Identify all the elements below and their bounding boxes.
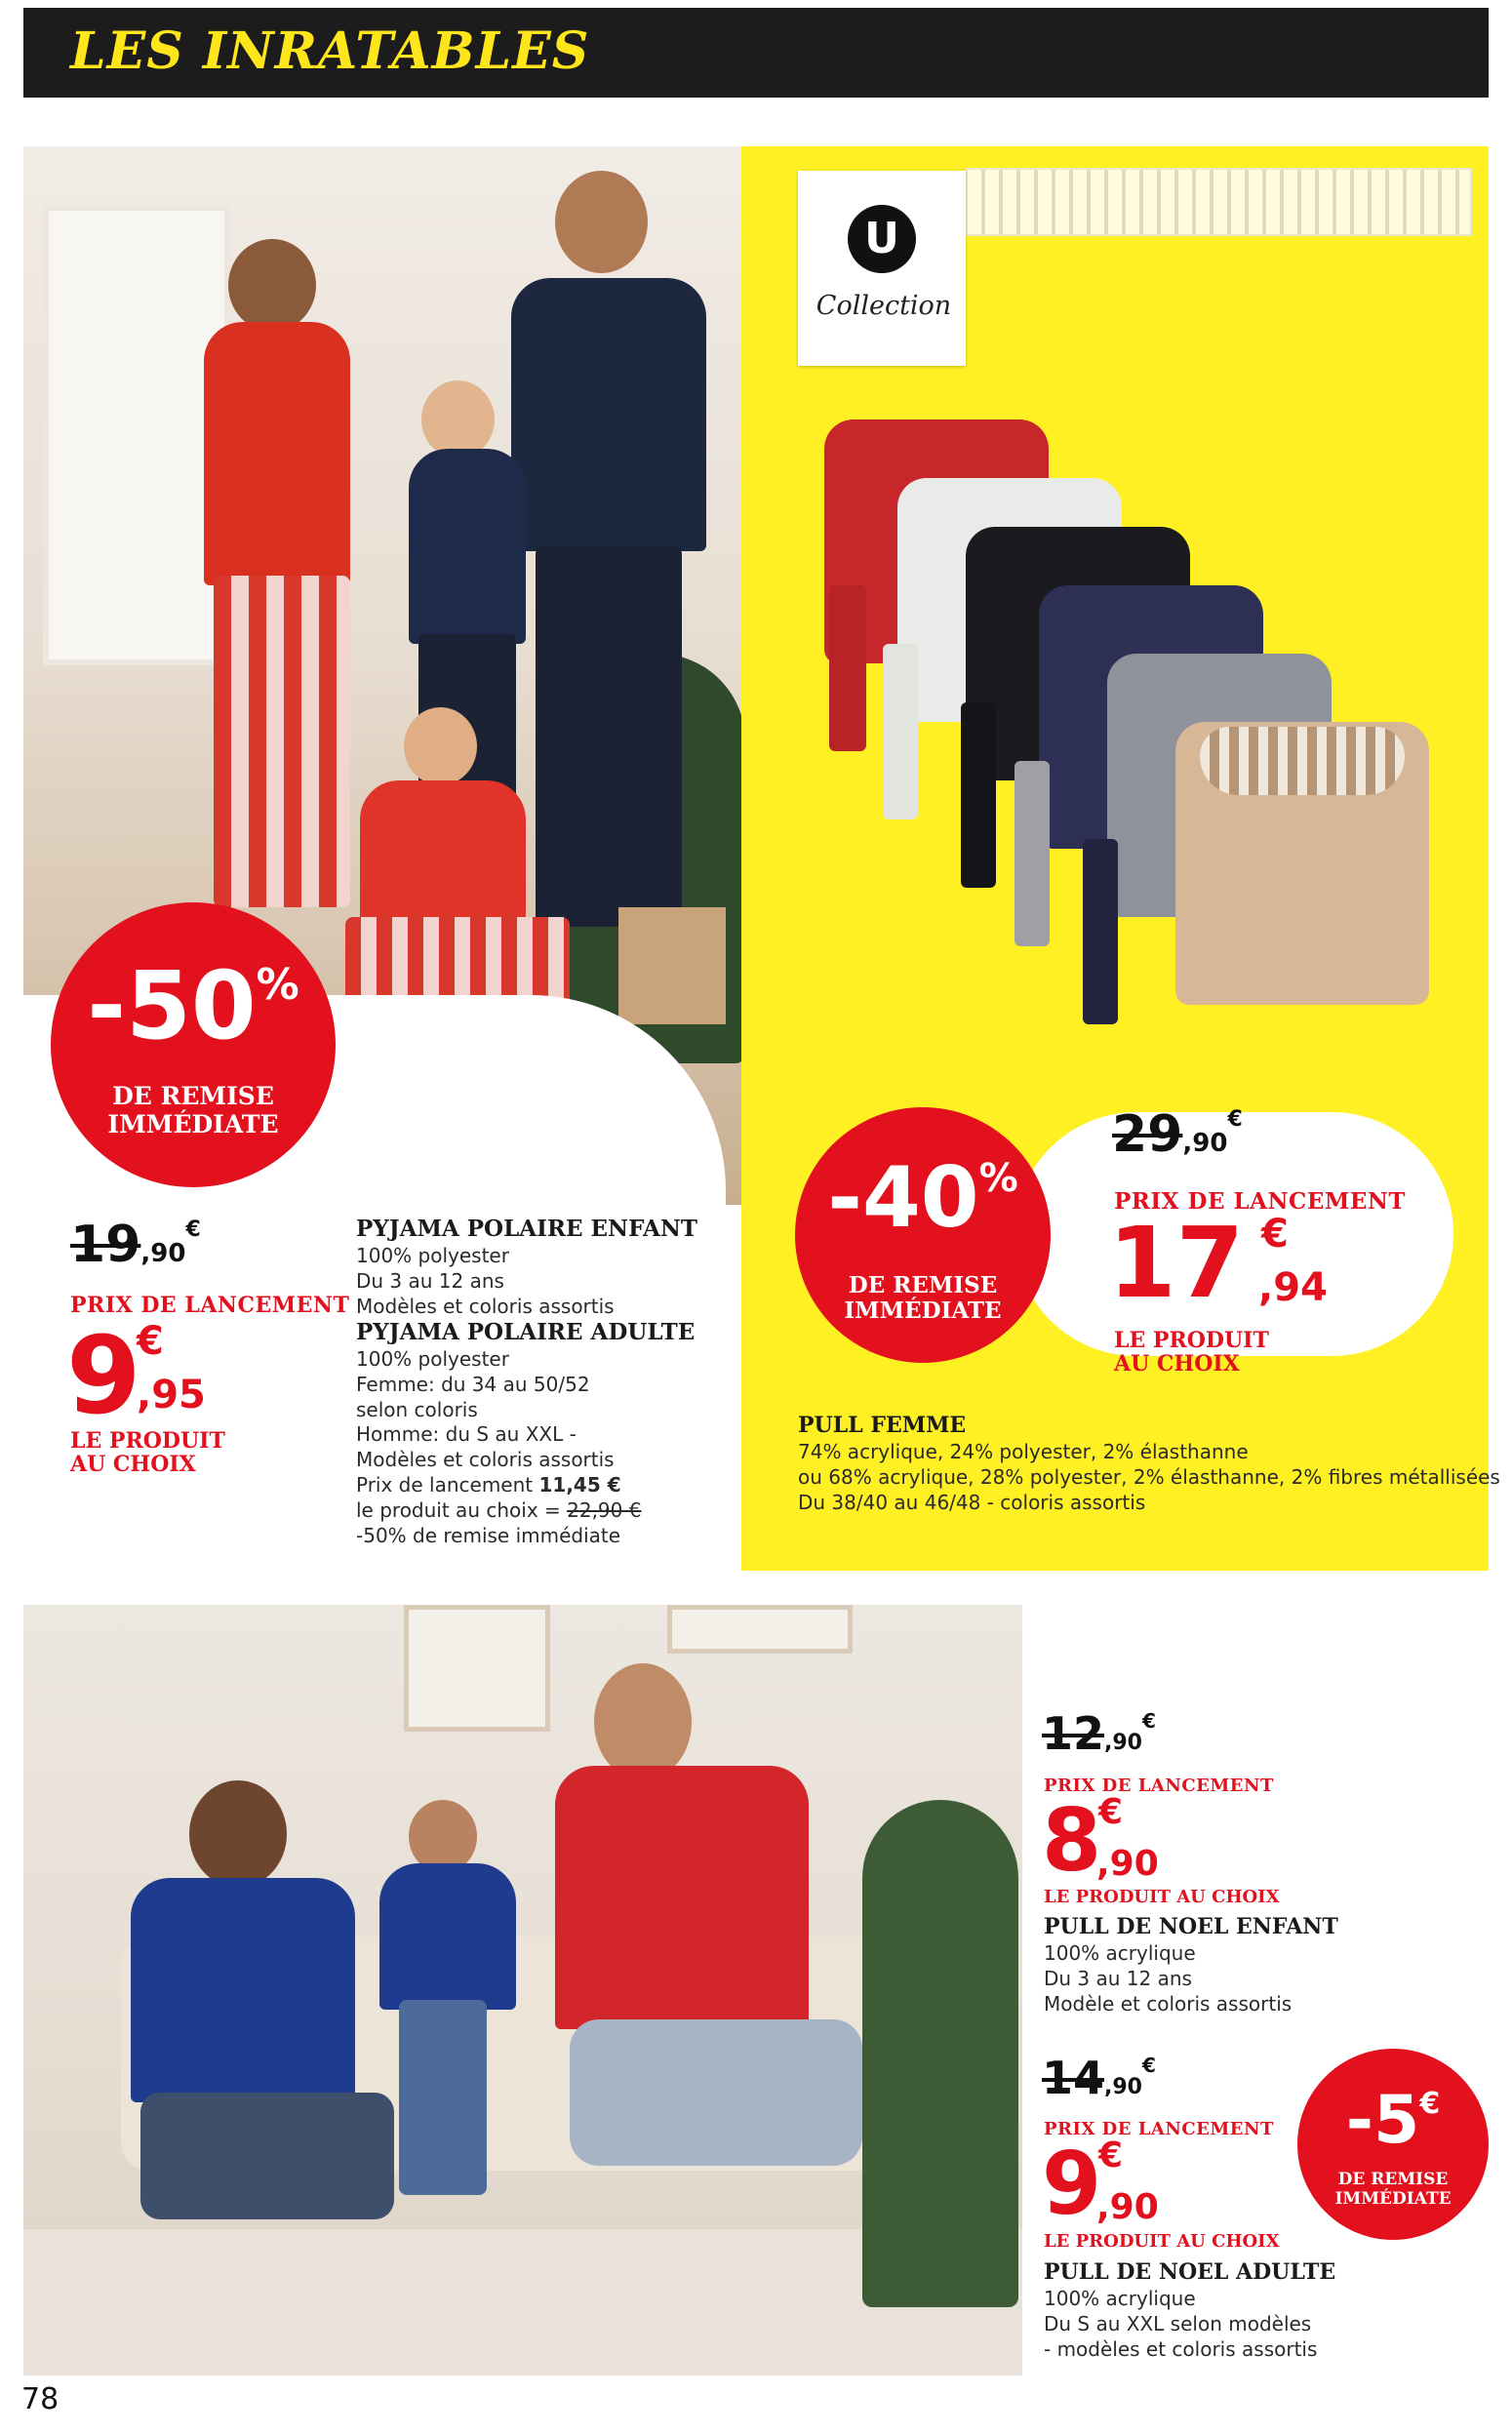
- pyjama-launch-value: 11,45 €: [538, 1472, 621, 1497]
- girl-top: [360, 780, 526, 927]
- pull-adulte-price-cents: ,90: [1096, 2187, 1159, 2227]
- pyjama-child-title: PYJAMA POLAIRE ENFANT: [356, 1216, 698, 1242]
- pull-enfant-choice: LE PRODUIT AU CHOIX: [1044, 1887, 1280, 1907]
- christmas-sweaters-photo: [23, 1605, 1022, 2375]
- girl-head: [404, 707, 477, 785]
- pull-adulte-price: 9: [1042, 2134, 1102, 2234]
- wall-frame-1: [404, 1605, 550, 1732]
- man-christmas-sweater: [555, 1766, 809, 2029]
- pyjama-price-currency: €: [137, 1319, 164, 1364]
- man-jeans: [570, 2019, 862, 2166]
- pyjama-adult-title: PYJAMA POLAIRE ADULTE: [356, 1319, 696, 1345]
- sweater-navy-sleeve: [1083, 839, 1118, 1024]
- pull-adulte-old-price: 14,90€: [1042, 2052, 1156, 2104]
- woman-christmas-sweater: [131, 1878, 355, 2102]
- man-head: [555, 171, 648, 273]
- pull-femme-title: PULL FEMME: [798, 1413, 967, 1438]
- discount-badge-50: [51, 902, 336, 1187]
- man-sweater: [511, 278, 706, 551]
- decorative-pattern-strip: [966, 168, 1472, 236]
- pyjama-old-price: 19,90€: [70, 1216, 201, 1274]
- pyjama-launch-label: PRIX DE LANCEMENT: [70, 1293, 350, 1318]
- pull-enfant-launch-label: PRIX DE LANCEMENT: [1044, 1776, 1274, 1796]
- man-head-2: [594, 1663, 692, 1780]
- badge-percent-sign: %: [256, 960, 299, 1010]
- woman-top: [204, 322, 350, 585]
- pull-femme-price: 17: [1108, 1206, 1245, 1320]
- woman-head-2: [189, 1780, 287, 1888]
- u-collection-label: Collection: [816, 291, 952, 321]
- discount-badge-40: -40% DE REMISE IMMÉDIATE: [795, 1107, 1051, 1363]
- u-logo: U: [848, 205, 916, 273]
- badge-line2: IMMÉDIATE: [107, 1109, 279, 1138]
- man-pants: [536, 546, 682, 927]
- badge-line1: DE REMISE: [112, 1082, 274, 1110]
- girl-pants: [345, 917, 570, 1005]
- pull-femme-price-cents: ,94: [1258, 1265, 1328, 1310]
- gift-box: [618, 907, 726, 1024]
- girl-jeans: [399, 2000, 487, 2195]
- page-title: LES INRATABLES: [70, 21, 590, 81]
- sweater-red-sleeve: [829, 585, 866, 751]
- girl-christmas-sweater: [379, 1863, 516, 2010]
- badge-percent: -50: [87, 951, 257, 1060]
- pull-adulte-price-currency: €: [1098, 2136, 1124, 2176]
- boy-head: [421, 380, 495, 459]
- pull-femme-price-currency: €: [1261, 1212, 1289, 1257]
- pull-adulte-desc: 100% acrylique Du S au XXL selon modèles - modèles et coloris assortis: [1044, 2287, 1318, 2361]
- pyjama-child-desc: 100% polyester Du 3 au 12 ans Modèles et coloris assortis: [356, 1244, 615, 1318]
- pyjama-choice-value: 22,90 €: [567, 1497, 642, 1522]
- pull-femme-desc: 74% acrylique, 24% polyester, 2% élasthanne ou 68% acrylique, 28% polyester, 2% élasthanne, 2% fibres métallisées Du 38/40 au 46/48 - coloris assortis: [798, 1440, 1500, 1514]
- window: [43, 205, 230, 665]
- pyjama-price: 9: [66, 1313, 141, 1438]
- pull-enfant-price: 8: [1042, 1790, 1102, 1891]
- pull-adulte-launch-label: PRIX DE LANCEMENT: [1044, 2119, 1274, 2139]
- pull-enfant-title: PULL DE NOEL ENFANT: [1044, 1914, 1338, 1939]
- page-number: 78: [21, 2382, 60, 2416]
- sweater-beige-pattern: [1200, 727, 1405, 795]
- woman-jeans: [140, 2093, 394, 2219]
- wall-frame-2: [667, 1605, 853, 1654]
- girl-head-2: [409, 1800, 477, 1873]
- pull-adulte-choice: LE PRODUIT AU CHOIX: [1044, 2231, 1280, 2252]
- sweater-white-sleeve: [883, 644, 918, 819]
- sweater-black-sleeve: [961, 702, 996, 888]
- pull-femme-launch-label: PRIX DE LANCEMENT: [1114, 1188, 1407, 1215]
- woman-head: [228, 239, 316, 332]
- pyjama-price-cents: ,95: [137, 1373, 206, 1417]
- woman-pants: [214, 576, 350, 907]
- pull-femme-old-price: 29,90€: [1112, 1105, 1243, 1164]
- pull-enfant-old-price: 12,90€: [1042, 1707, 1156, 1760]
- discount-badge-5-euro: -5€ DE REMISE IMMÉDIATE: [1297, 2049, 1489, 2240]
- pull-adulte-title: PULL DE NOEL ADULTE: [1044, 2259, 1336, 2285]
- pyjama-choice: LE PRODUIT AU CHOIX: [70, 1428, 225, 1478]
- christmas-tree-2: [862, 1800, 1018, 2307]
- sweater-grey-sleeve: [1015, 761, 1050, 946]
- pull-femme-choice: LE PRODUIT AU CHOIX: [1114, 1328, 1269, 1377]
- pull-enfant-desc: 100% acrylique Du 3 au 12 ans Modèle et coloris assortis: [1044, 1941, 1293, 2016]
- boy-top: [409, 449, 526, 644]
- pyjama-adult-desc: 100% polyester Femme: du 34 au 50/52 selon coloris Homme: du S au XXL - Modèles et coloris assortis Prix de lancement 11,45 € le produit au choix = 22,90 € -50% de remise immédiate: [356, 1347, 642, 1547]
- pull-enfant-price-currency: €: [1098, 1792, 1124, 1832]
- pull-enfant-price-cents: ,90: [1096, 1844, 1159, 1884]
